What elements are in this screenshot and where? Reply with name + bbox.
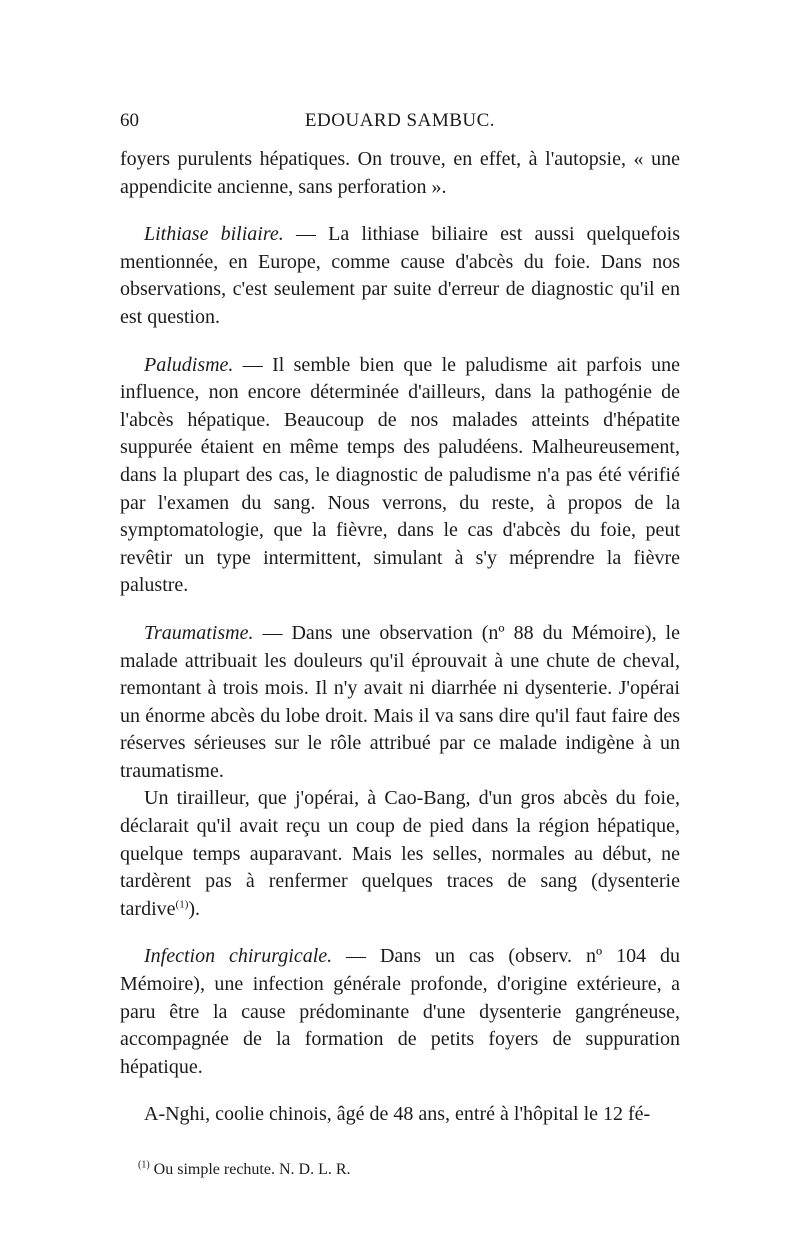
- section-lead: Traumatisme.: [144, 621, 254, 644]
- footnote-text: Ou simple rechute. N. D. L. R.: [153, 1161, 351, 1178]
- footnote-marker: (1): [138, 1159, 150, 1171]
- section-lead: Infection chirurgicale.: [144, 945, 333, 968]
- book-page: [120, 110, 680, 1181]
- paragraph-case-anghi: A-Nghi, coolie chinois, âgé de 48 ans, entré à l'hôpital le 12 fé-: [144, 1103, 651, 1126]
- footnote-spacer: [120, 1129, 680, 1159]
- paragraph-continuation: foyers purulents hépatiques. On trouve, en effet, à l'autopsie, « une appendicite ancienne, sans perforation ».: [120, 148, 680, 198]
- body-text: [120, 146, 680, 1129]
- paragraph-paludisme: Paludisme. — Il semble bien que le paludisme ait parfois une influence, non encore déterminée d'ailleurs, dans la pathogénie de l'abcès hépatique. Beaucoup de nos malades atteints d'hépatite suppurée étaient en même temps des paludéens. Malheureusement, dans la plupart des cas, le diagnostic de paludisme n'a pas été vérifié par l'examen du sang. Nous verrons, du reste, à propos de la symptomatologie, que la fièvre, dans le cas d'abcès du foie, peut revêtir un type intermittent, simulant à s'y méprendre la fièvre palustre.: [120, 353, 680, 597]
- running-head: EDOUARD SAMBUC.: [304, 110, 496, 131]
- paragraph-infection: Infection chirurgicale. — Dans un cas (observ. nº 104 du Mémoire), une infection générale profonde, d'origine extérieure, a paru être la cause prédominante d'une dysenterie gangréneuse, accompagnée de la formation de petits foyers de suppuration hépatique.: [120, 945, 680, 1078]
- paragraph-traumatisme: Traumatisme. — Dans une observation (nº 88 du Mémoire), le malade attribuait les douleurs qu'il éprouvait à une chute de cheval, remontant à trois mois. Il n'y avait ni diarrhée ni dysenterie. J'opérai un énorme abcès du lobe droit. Mais il va sans dire qu'il faut faire des réserves sérieuses sur le rôle attribué par ce malade indigène à un traumatisme.: [120, 621, 680, 782]
- footnote-reference: (1): [175, 898, 189, 911]
- footnote: [120, 1159, 680, 1181]
- paragraph-tirailleur: Un tirailleur, que j'opérai, à Cao-Bang, d'un gros abcès du foie, déclarait qu'il avait reçu un coup de pied dans la région hépatique, quelque temps auparavant. Mais les selles, normales au début, ne tardèrent pas à renfermer quelques traces de sang (dysenterie tardive$^{(1)}$).: [120, 787, 680, 920]
- page-header: [120, 110, 680, 146]
- section-lead: Paludisme.: [144, 353, 234, 376]
- page-number: 60: [120, 110, 139, 131]
- paragraph-lithiase: Lithiase biliaire. — La lithiase biliaire est aussi quelquefois mentionnée, en Europe, comme cause d'abcès du foie. Dans nos observations, c'est seulement par suite d'erreur de diagnostic qu'il en est question.: [120, 223, 680, 328]
- section-lead: Lithiase biliaire.: [144, 223, 284, 246]
